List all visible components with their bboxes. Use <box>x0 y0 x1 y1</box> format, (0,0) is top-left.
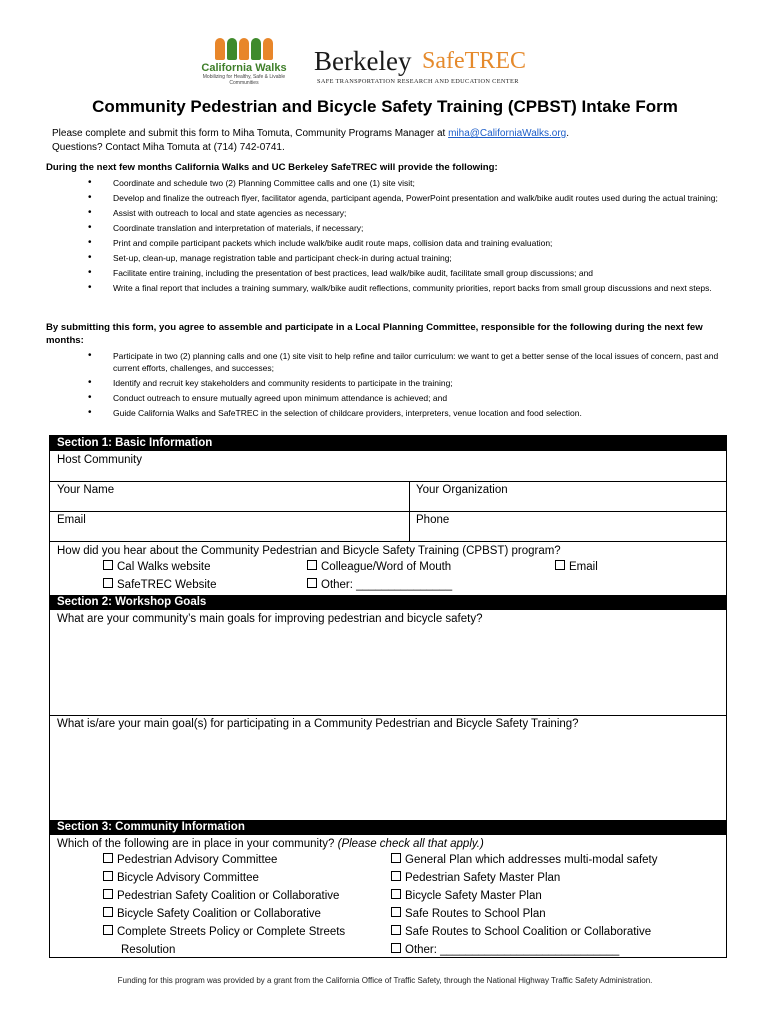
checkbox-bicycle-safety-master-plan[interactable] <box>391 889 542 903</box>
form-title: Community Pedestrian and Bicycle Safety Training (CPBST) Intake Form <box>92 97 678 116</box>
list-item: • Coordinate translation and interpretation of materials, if necessary; <box>66 222 726 234</box>
your-name-label: Your Name <box>57 484 115 496</box>
berkeley-logo-word: Berkeley <box>314 46 412 76</box>
checkbox-pedestrian-safety-coalition[interactable] <box>103 889 339 903</box>
your-organization-label: Your Organization <box>416 484 508 496</box>
checkbox-icon <box>307 560 317 570</box>
california-walks-tagline: Mobilizing for Healthy, Safe & Livable Communities <box>202 74 286 86</box>
list-item: • Coordinate and schedule two (2) Planning Committee calls and one (1) site visit; <box>66 177 726 189</box>
provide-list <box>66 177 726 297</box>
divider <box>50 481 726 482</box>
list-item: • Develop and finalize the outreach flyer, facilitator agenda, participant agenda, PowerPoint presentation and walk/bike audit routes used during the actual training; <box>66 192 726 204</box>
option-label: Colleague/Word of Mouth <box>321 561 452 573</box>
california-walks-name: California Walks <box>201 62 287 74</box>
list-item: • Set-up, clean-up, manage registration table and participant check-in during actual training; <box>66 252 726 264</box>
walking-figures-icon <box>196 38 292 62</box>
community-info-question <box>57 837 484 851</box>
checkbox-icon <box>555 560 565 570</box>
checkbox-icon <box>391 925 401 935</box>
checkbox-icon <box>103 853 113 863</box>
divider <box>50 541 726 542</box>
section3-header: Section 3: Community Information <box>50 820 726 835</box>
list-item: • Print and compile participant packets which include walk/bike audit route maps, collision data and training evaluation; <box>66 237 726 249</box>
email-label: Email <box>57 514 86 526</box>
intake-form <box>49 435 727 958</box>
phone-label: Phone <box>416 514 450 526</box>
host-community-label: Host Community <box>57 454 142 466</box>
checkbox-icon <box>391 853 401 863</box>
figure-icon <box>227 38 237 60</box>
participation-goals-question: What is/are your main goal(s) for participating in a Community Pedestrian and Bicycle Safety Training? <box>57 718 579 730</box>
agree-list <box>66 350 726 422</box>
checkbox-icon <box>103 578 113 588</box>
option-label: Bicycle Safety Coalition or Collaborative <box>117 908 321 920</box>
checkbox-pedestrian-safety-master-plan[interactable] <box>391 871 560 885</box>
option-label: Pedestrian Advisory Committee <box>117 854 278 866</box>
list-item: • Assist with outreach to local and state agencies as necessary; <box>66 207 726 219</box>
safetrec-logo-subtitle: SAFE TRANSPORTATION RESEARCH AND EDUCATION CENTER <box>317 78 519 85</box>
question-text: Which of the following are in place in your community? <box>57 838 335 850</box>
option-label: Bicycle Advisory Committee <box>117 872 259 884</box>
funding-footer: Funding for this program was provided by a grant from the California Office of Traffic Safety, through the National Highway Traffic Safety Administration. <box>117 976 653 985</box>
option-label: Cal Walks website <box>117 561 211 573</box>
intro-text <box>52 127 569 155</box>
email-link[interactable]: miha@CaliforniaWalks.org <box>448 128 567 139</box>
checkbox-complete-streets-policy[interactable] <box>103 925 345 939</box>
checkbox-icon <box>391 907 401 917</box>
provide-heading: During the next few months California Walks and UC Berkeley SafeTREC will provide the following: <box>46 162 498 173</box>
figure-icon <box>215 38 225 60</box>
figure-icon <box>239 38 249 60</box>
checkbox-icon <box>391 871 401 881</box>
checkbox-cal-walks-website[interactable] <box>103 560 211 574</box>
option-label: Bicycle Safety Master Plan <box>405 890 542 902</box>
option-label: Email <box>569 561 598 573</box>
option-label: Pedestrian Safety Coalition or Collaborative <box>117 890 340 902</box>
intro-line1-suffix: . <box>566 128 570 139</box>
checkbox-email[interactable] <box>555 560 598 574</box>
checkbox-safetrec-website[interactable] <box>103 578 217 592</box>
section2-header: Section 2: Workshop Goals <box>50 595 726 610</box>
option-label: General Plan which addresses multi-modal safety <box>405 854 658 866</box>
checkbox-colleague-word-of-mouth[interactable] <box>307 560 451 574</box>
list-item: • Identify and recruit key stakeholders and community residents to participate in the training; <box>66 377 726 389</box>
checkbox-icon <box>103 871 113 881</box>
divider <box>50 511 726 512</box>
checkbox-icon <box>103 907 113 917</box>
checkbox-icon <box>391 889 401 899</box>
agree-heading: By submitting this form, you agree to assemble and participate in a Local Planning Committee, responsible for the following during the next few months: <box>46 322 703 346</box>
list-item: • Participate in two (2) planning calls and one (1) site visit to help refine and tailor curriculum: we want to get a better sense of the local issues of concern, past and current efforts, challenges, and successes; <box>66 350 726 374</box>
list-item: • Facilitate entire training, including the presentation of best practices, lead walk/bike audit, facilitate small group discussions; and <box>66 267 726 279</box>
list-item: • Conduct outreach to ensure mutually agreed upon minimum attendance is achieved; and <box>66 392 726 404</box>
checkbox-general-plan[interactable] <box>391 853 657 867</box>
intro-line2: Questions? Contact Miha Tomuta at (714) 742-0741. <box>52 142 285 153</box>
checkbox-pedestrian-advisory-committee[interactable] <box>103 853 277 867</box>
figure-icon <box>263 38 273 60</box>
list-item: • Guide California Walks and SafeTREC in the selection of childcare providers, interpreters, venue location and food selection. <box>66 407 726 419</box>
checkbox-icon <box>103 560 113 570</box>
option-label: Other: ____________________________ <box>405 944 620 956</box>
section1-header: Section 1: Basic Information <box>50 436 726 451</box>
how-heard-question: How did you hear about the Community Pedestrian and Bicycle Safety Training (CPBST) program? <box>57 545 561 557</box>
safetrec-logo-word: SafeTREC <box>422 48 526 74</box>
option-label: Pedestrian Safety Master Plan <box>405 872 561 884</box>
option-label-continuation: Resolution <box>121 944 176 956</box>
checkbox-safe-routes-plan[interactable] <box>391 907 546 921</box>
checkbox-icon <box>307 578 317 588</box>
option-label: SafeTREC Website <box>117 579 217 591</box>
option-label: Other: _______________ <box>321 579 453 591</box>
checkbox-other[interactable] <box>307 578 452 592</box>
checkbox-safe-routes-coalition[interactable] <box>391 925 651 939</box>
checkbox-icon <box>103 889 113 899</box>
checkbox-icon <box>391 943 401 953</box>
checkbox-other-community[interactable] <box>391 943 619 957</box>
checkbox-icon <box>103 925 113 935</box>
community-goals-question: What are your community’s main goals for improving pedestrian and bicycle safety? <box>57 613 483 625</box>
figure-icon <box>251 38 261 60</box>
checkbox-bicycle-safety-coalition[interactable] <box>103 907 321 921</box>
california-walks-logo <box>196 38 292 88</box>
option-label: Complete Streets Policy or Complete Streets <box>117 926 346 938</box>
intro-line1: Please complete and submit this form to Miha Tomuta, Community Programs Manager at <box>52 128 449 139</box>
option-label: Safe Routes to School Plan <box>405 908 546 920</box>
divider <box>50 715 726 716</box>
list-item: • Write a final report that includes a training summary, walk/bike audit reflections, community priorities, report backs from small group discussions and next steps. <box>66 282 726 294</box>
question-note: (Please check all that apply.) <box>337 838 484 850</box>
option-label: Safe Routes to School Coalition or Collaborative <box>405 926 652 938</box>
checkbox-bicycle-advisory-committee[interactable] <box>103 871 259 885</box>
